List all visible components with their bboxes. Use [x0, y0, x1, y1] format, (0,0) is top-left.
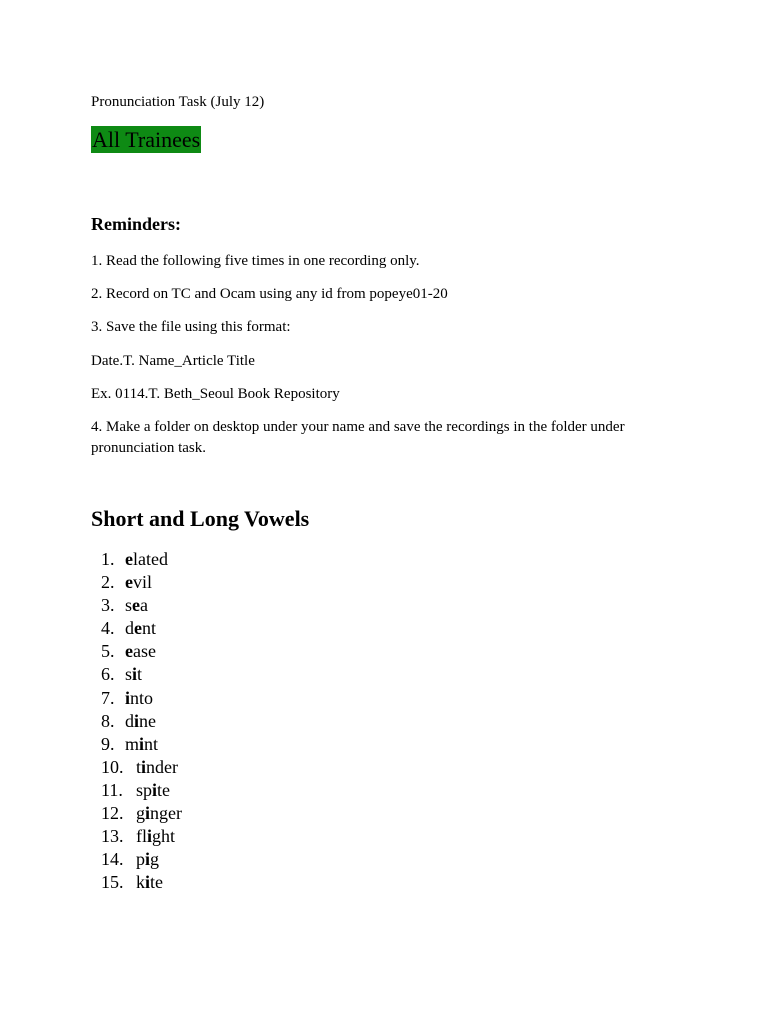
section-heading: Short and Long Vowels	[91, 506, 310, 531]
list-item	[101, 710, 182, 733]
item-number: 6.	[101, 664, 115, 685]
word: sea	[125, 595, 149, 616]
list-item	[101, 733, 182, 756]
word: into	[125, 687, 154, 708]
audience-highlight: All Trainees	[92, 127, 201, 152]
vowel-highlight: e	[125, 572, 133, 593]
item-number: 5.	[101, 641, 115, 662]
vowel-highlight: i	[145, 803, 151, 824]
vowel-highlight: i	[145, 872, 151, 893]
vowel-highlight: i	[145, 849, 151, 870]
vowel-highlight: e	[132, 595, 141, 616]
reminder-item: 4. Make a folder on desktop under your name and save the recordings in the folder under pronunciation task.	[91, 419, 625, 456]
item-number: 2.	[101, 572, 115, 593]
word: dine	[125, 710, 157, 731]
list-item	[101, 663, 182, 686]
word: kite	[136, 872, 164, 893]
list-item	[101, 802, 182, 825]
item-number: 3.	[101, 595, 115, 616]
word: ginger	[136, 803, 182, 824]
item-number: 10.	[101, 756, 124, 777]
word: tinder	[136, 756, 179, 777]
list-item	[101, 687, 182, 710]
vowel-word-list	[101, 548, 182, 894]
word: pig	[136, 849, 160, 870]
vowel-highlight: i	[147, 826, 153, 847]
item-number: 11.	[101, 779, 123, 800]
reminder-item: 1. Read the following five times in one recording only.	[91, 253, 420, 269]
vowel-highlight: i	[125, 687, 131, 708]
item-number: 1.	[101, 549, 115, 569]
list-item	[101, 848, 182, 871]
filename-example: Ex. 0114.T. Beth_Seoul Book Repository	[91, 386, 340, 402]
vowel-highlight: e	[125, 641, 133, 662]
list-item	[101, 825, 182, 848]
vowel-highlight: i	[152, 779, 158, 800]
word: elated	[125, 549, 168, 569]
item-number: 7.	[101, 687, 115, 708]
filename-format: Date.T. Name_Article Title	[91, 353, 255, 369]
item-number: 13.	[101, 826, 124, 847]
document-title: Pronunciation Task (July 12)	[91, 94, 265, 110]
vowel-highlight: e	[134, 618, 142, 639]
word: sit	[125, 664, 143, 685]
item-number: 14.	[101, 849, 124, 870]
vowel-highlight: i	[141, 756, 147, 777]
word: ease	[125, 641, 156, 662]
reminder-item: 2. Record on TC and Ocam using any id from popeye01-20	[91, 286, 448, 302]
list-item	[101, 779, 182, 802]
word: spite	[136, 779, 171, 800]
list-item	[101, 571, 182, 594]
item-number: 9.	[101, 733, 115, 754]
reminder-item: 3. Save the file using this format:	[91, 319, 291, 335]
reminders-heading: Reminders:	[91, 214, 181, 234]
vowel-highlight: i	[139, 733, 145, 754]
vowel-highlight: i	[134, 710, 140, 731]
list-item	[101, 548, 182, 571]
item-number: 4.	[101, 618, 115, 639]
vowel-highlight: i	[132, 664, 138, 685]
item-number: 8.	[101, 710, 115, 731]
word: evil	[125, 572, 153, 593]
list-item	[101, 871, 182, 894]
list-item	[101, 640, 182, 663]
vowel-highlight: e	[125, 549, 133, 569]
word: dent	[125, 618, 157, 639]
list-item	[101, 617, 182, 640]
list-item	[101, 756, 182, 779]
word: flight	[136, 826, 176, 847]
list-item	[101, 594, 182, 617]
word: mint	[125, 733, 159, 754]
item-number: 12.	[101, 803, 124, 824]
item-number: 15.	[101, 872, 124, 893]
